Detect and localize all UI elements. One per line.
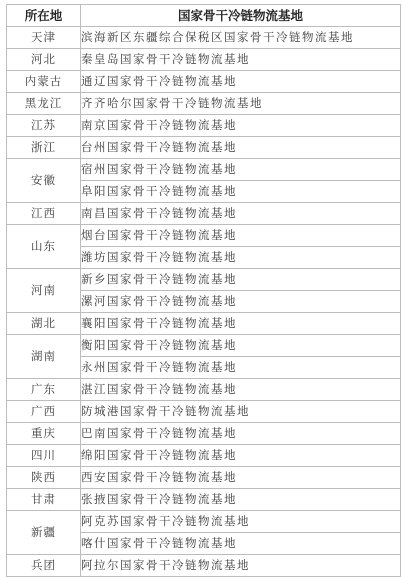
table-row [7, 27, 401, 49]
base-name-cell: 阿拉尔国家骨干冷链物流基地 [81, 555, 401, 577]
base-name-cell: 潍坊国家骨干冷链物流基地 [81, 247, 401, 269]
base-name-cell: 宿州国家骨干冷链物流基地 [81, 159, 401, 181]
province-cell: 天津 [7, 27, 81, 49]
base-name-cell: 新乡国家骨干冷链物流基地 [81, 269, 401, 291]
base-name-cell: 绵阳国家骨干冷链物流基地 [81, 445, 401, 467]
province-cell: 山东 [7, 225, 81, 269]
base-name-cell: 阜阳国家骨干冷链物流基地 [81, 181, 401, 203]
province-cell: 河南 [7, 269, 81, 313]
base-name-cell: 张掖国家骨干冷链物流基地 [81, 489, 401, 511]
base-name-cell: 湛江国家骨干冷链物流基地 [81, 379, 401, 401]
province-cell: 黑龙江 [7, 93, 81, 115]
province-cell: 内蒙古 [7, 71, 81, 93]
province-cell: 安徽 [7, 159, 81, 203]
province-cell: 重庆 [7, 423, 81, 445]
table-row [7, 423, 401, 445]
province-cell: 湖北 [7, 313, 81, 335]
base-name-cell: 齐齐哈尔国家骨干冷链物流基地 [81, 93, 401, 115]
table-row [7, 159, 401, 181]
province-cell: 江苏 [7, 115, 81, 137]
table-body [7, 27, 401, 577]
province-cell: 广西 [7, 401, 81, 423]
base-name-cell: 襄阳国家骨干冷链物流基地 [81, 313, 401, 335]
province-cell: 浙江 [7, 137, 81, 159]
table-row [7, 137, 401, 159]
table-row [7, 555, 401, 577]
base-name-cell: 烟台国家骨干冷链物流基地 [81, 225, 401, 247]
base-name-cell: 南昌国家骨干冷链物流基地 [81, 203, 401, 225]
base-name-cell: 滨海新区东疆综合保税区国家骨干冷链物流基地 [81, 27, 401, 49]
base-name-cell: 台州国家骨干冷链物流基地 [81, 137, 401, 159]
header-row [7, 5, 401, 27]
base-name-cell: 衡阳国家骨干冷链物流基地 [81, 335, 401, 357]
province-cell: 兵团 [7, 555, 81, 577]
province-cell: 新疆 [7, 511, 81, 555]
base-name-cell: 永州国家骨干冷链物流基地 [81, 357, 401, 379]
base-name-cell: 南京国家骨干冷链物流基地 [81, 115, 401, 137]
cold-chain-base-table [6, 4, 401, 577]
table-row [7, 115, 401, 137]
table-row [7, 313, 401, 335]
table-row [7, 269, 401, 291]
province-cell: 四川 [7, 445, 81, 467]
province-cell: 陕西 [7, 467, 81, 489]
base-name-cell: 阿克苏国家骨干冷链物流基地 [81, 511, 401, 533]
province-column-header: 所在地 [7, 5, 81, 27]
table-row [7, 445, 401, 467]
table-row [7, 49, 401, 71]
base-name-cell: 喀什国家骨干冷链物流基地 [81, 533, 401, 555]
province-cell: 广东 [7, 379, 81, 401]
table-row [7, 335, 401, 357]
base-name-cell: 西安国家骨干冷链物流基地 [81, 467, 401, 489]
table-row [7, 93, 401, 115]
table-row [7, 203, 401, 225]
province-cell: 甘肃 [7, 489, 81, 511]
table-row [7, 511, 401, 533]
table-header [7, 5, 401, 27]
table-row [7, 401, 401, 423]
table-row [7, 71, 401, 93]
base-name-cell: 通辽国家骨干冷链物流基地 [81, 71, 401, 93]
table-row [7, 225, 401, 247]
table-row [7, 489, 401, 511]
table-row [7, 379, 401, 401]
base-name-cell: 防城港国家骨干冷链物流基地 [81, 401, 401, 423]
base-name-cell: 秦皇岛国家骨干冷链物流基地 [81, 49, 401, 71]
province-cell: 江西 [7, 203, 81, 225]
base-name-cell: 漯河国家骨干冷链物流基地 [81, 291, 401, 313]
base-column-header: 国家骨干冷链物流基地 [81, 5, 401, 27]
province-cell: 湖南 [7, 335, 81, 379]
province-cell: 河北 [7, 49, 81, 71]
base-name-cell: 巴南国家骨干冷链物流基地 [81, 423, 401, 445]
table-row [7, 467, 401, 489]
